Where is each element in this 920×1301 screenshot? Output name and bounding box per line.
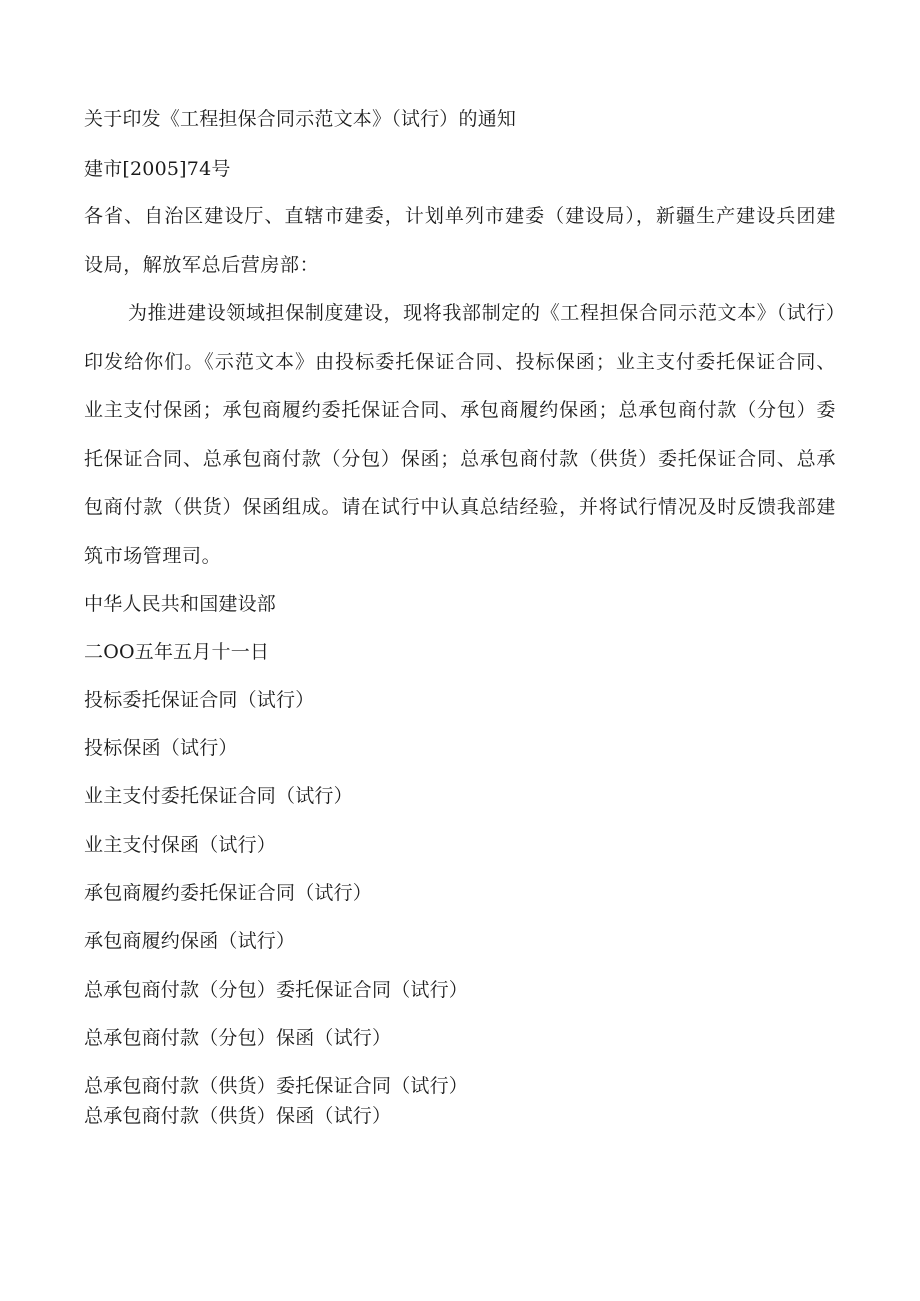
attachment-item: 业主支付保函（试行） — [84, 834, 277, 856]
attachment-item: 总承包商付款（供货）保函（试行） — [84, 1105, 392, 1127]
attachment-item: 业主支付委托保证合同（试行） — [84, 785, 353, 807]
document-number: 建市[2005]74号 — [84, 158, 231, 180]
attachment-item: 承包商履约委托保证合同（试行） — [84, 882, 373, 904]
attachment-item: 投标保函（试行） — [84, 737, 238, 759]
issue-date: 二OO五年五月十一日 — [84, 641, 270, 663]
attachment-item: 总承包商付款（供货）委托保证合同（试行） — [84, 1075, 469, 1097]
issuer-name: 中华人民共和国建设部 — [84, 593, 277, 615]
attachment-item: 总承包商付款（分包）保函（试行） — [84, 1027, 392, 1049]
body-paragraph: 为推进建设领域担保制度建设，现将我部制定的《工程担保合同示范文本》（试行）印发给你们。《示范文本》由投标委托保证合同、投标保函；业主支付委托保证合同、业主支付保函；承包商履约委托保证合同、承包商履约保函；总承包商付款（分包）委托保证合同、总承包商付款（分包）保函；总承包商付款（供货）委托保证合同、总承包商付款（供货）保函组成。请在试行中认真总结经验，并将试行情况及时反馈我部建筑市场管理司。 — [84, 302, 836, 567]
attachment-item: 投标委托保证合同（试行） — [84, 689, 315, 711]
attachment-item: 承包商履约保函（试行） — [84, 930, 296, 952]
notice-title: 关于印发《工程担保合同示范文本》（试行）的通知 — [84, 108, 517, 130]
attachment-item: 总承包商付款（分包）委托保证合同（试行） — [84, 979, 469, 1001]
addressee-paragraph: 各省、自治区建设厅、直辖市建委，计划单列市建委（建设局），新疆生产建设兵团建设局，解放军总后营房部： — [84, 205, 836, 276]
